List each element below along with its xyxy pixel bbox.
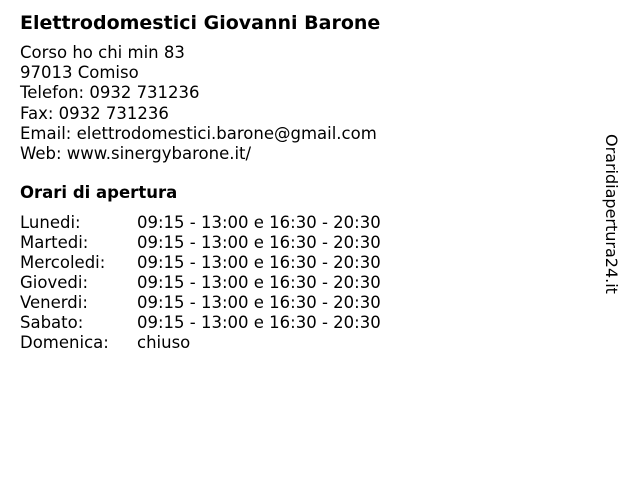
day-label: Domenica:: [20, 333, 109, 352]
day-hours: 09:15 - 13:00 e 16:30 - 20:30: [137, 313, 381, 332]
day-label: Martedi:: [20, 233, 89, 252]
website: Web: www.sinergybarone.it/: [20, 143, 252, 163]
email-address: Email: elettrodomestici.barone@gmail.com: [20, 123, 377, 143]
site-brand-vertical: Oraridiapertura24.it: [602, 134, 621, 294]
day-hours: 09:15 - 13:00 e 16:30 - 20:30: [137, 213, 381, 232]
opening-hours-title: Orari di apertura: [20, 183, 178, 202]
day-label: Lunedi:: [20, 213, 81, 232]
day-hours: 09:15 - 13:00 e 16:30 - 20:30: [137, 293, 381, 312]
day-hours: chiuso: [137, 333, 191, 352]
day-label: Venerdi:: [20, 293, 88, 312]
day-hours: 09:15 - 13:00 e 16:30 - 20:30: [137, 253, 381, 272]
contact-info: [20, 43, 377, 164]
address-city: 97013 Comiso: [20, 63, 139, 83]
day-label: Mercoledi:: [20, 253, 106, 272]
phone-number: Telefon: 0932 731236: [20, 83, 200, 103]
fax-number: Fax: 0932 731236: [20, 103, 169, 123]
day-label: Sabato:: [20, 313, 84, 332]
day-hours: 09:15 - 13:00 e 16:30 - 20:30: [137, 233, 381, 252]
business-name: Elettrodomestici Giovanni Barone: [20, 12, 381, 34]
address-street: Corso ho chi min 83: [20, 43, 185, 62]
day-label: Giovedi:: [20, 273, 88, 292]
day-hours: 09:15 - 13:00 e 16:30 - 20:30: [137, 273, 381, 292]
